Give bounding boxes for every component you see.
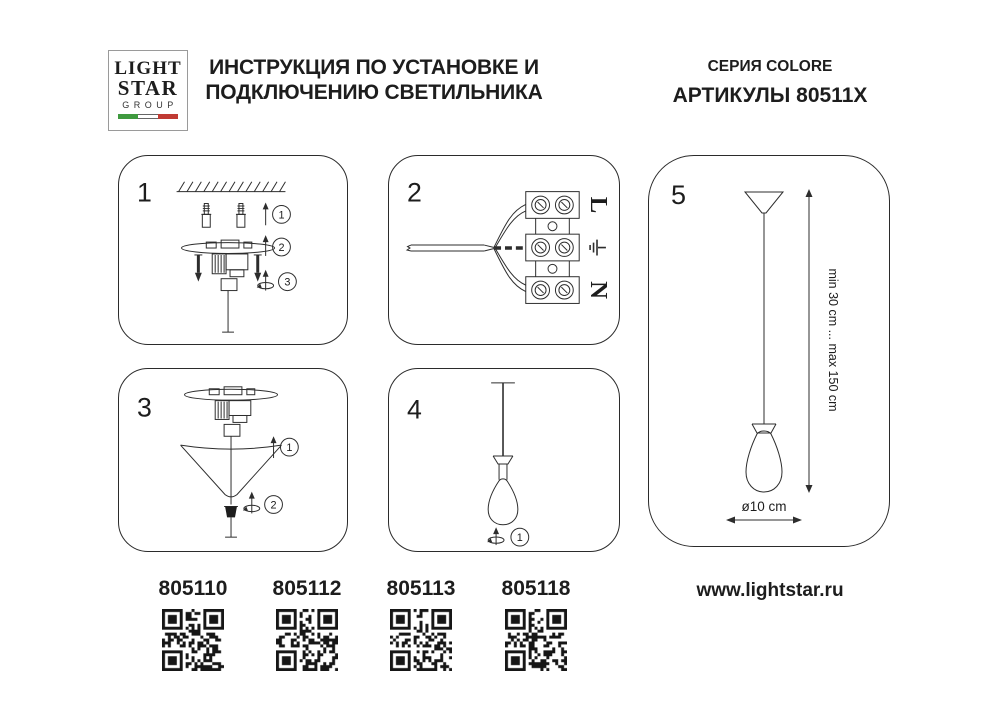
pendant-lamp-icon bbox=[745, 192, 783, 492]
suspension-wire-icon bbox=[491, 383, 515, 456]
svg-text:1: 1 bbox=[278, 209, 285, 222]
ceiling-hatch-icon bbox=[177, 182, 286, 192]
dimensions-panel bbox=[648, 155, 890, 547]
step4-diagram bbox=[389, 369, 619, 551]
page-title-line2: ПОДКЛЮЧЕНИЮ СВЕТИЛЬНИКА bbox=[205, 81, 543, 104]
article-number: 805113 bbox=[386, 577, 456, 600]
svg-text:1: 1 bbox=[286, 442, 293, 455]
step-mark-1 bbox=[273, 205, 291, 223]
page-title bbox=[198, 55, 550, 105]
svg-text:2: 2 bbox=[270, 499, 277, 512]
step-panel-3 bbox=[118, 368, 348, 552]
website-url: www.lightstar.ru bbox=[696, 580, 844, 601]
wall-anchor-icon bbox=[201, 203, 211, 227]
step-panel-4 bbox=[388, 368, 620, 552]
articles-title: АРТИКУЛЫ 80511X bbox=[672, 84, 868, 107]
live-wire-label: L bbox=[585, 196, 613, 214]
lightstar-logo bbox=[108, 50, 188, 131]
step-mark-2 bbox=[265, 496, 283, 514]
step-mark-3 bbox=[279, 273, 297, 291]
ceiling-mount-icon bbox=[185, 387, 278, 436]
page-title-line1: ИНСТРУКЦИЯ ПО УСТАНОВКЕ И bbox=[209, 56, 539, 79]
step-panel-1 bbox=[118, 155, 348, 345]
height-dimension-arrow bbox=[806, 189, 813, 493]
step-mark-2 bbox=[273, 238, 291, 256]
up-arrow-icon bbox=[271, 436, 277, 458]
flag-green bbox=[118, 114, 138, 119]
lamp-holder-icon bbox=[493, 456, 513, 480]
neutral-wire-label: N bbox=[585, 281, 613, 300]
step3-diagram bbox=[119, 369, 347, 551]
svg-text:1: 1 bbox=[516, 532, 523, 545]
step1-diagram bbox=[119, 156, 347, 344]
dimensions-diagram bbox=[649, 156, 889, 546]
rotate-screw-icon bbox=[487, 527, 504, 545]
panel5-number: 5 bbox=[671, 180, 687, 210]
retaining-nut-icon bbox=[224, 506, 238, 537]
flag-red bbox=[158, 114, 178, 119]
wall-anchor-icon bbox=[236, 203, 246, 227]
series-name: СЕРИЯ COLORE bbox=[707, 58, 833, 75]
step2-diagram bbox=[389, 156, 619, 344]
screw-icon bbox=[254, 255, 262, 282]
article-number: 805110 bbox=[158, 577, 228, 600]
step-mark-1 bbox=[280, 438, 298, 456]
panel4-number: 4 bbox=[407, 394, 422, 425]
qr-code bbox=[505, 609, 567, 671]
earth-ground-icon bbox=[590, 240, 606, 256]
diameter-dimension-arrow bbox=[726, 517, 802, 524]
terminal-block-icon bbox=[526, 192, 579, 304]
qr-code bbox=[162, 609, 224, 671]
cone-shade-icon bbox=[181, 436, 282, 504]
step-mark-1 bbox=[511, 528, 529, 546]
qr-code bbox=[390, 609, 452, 671]
up-arrow-icon bbox=[263, 203, 269, 226]
article-column bbox=[261, 577, 353, 671]
article-number: 805112 bbox=[272, 577, 342, 600]
step-panel-2 bbox=[388, 155, 620, 345]
logo-line-light: LIGHT bbox=[114, 58, 182, 79]
qr-code bbox=[276, 609, 338, 671]
logo-line-group: GROUP bbox=[122, 100, 178, 110]
series-block bbox=[655, 58, 885, 108]
article-column bbox=[490, 577, 582, 671]
article-number: 805118 bbox=[501, 577, 571, 600]
italian-flag-icon bbox=[118, 114, 178, 119]
panel3-number: 3 bbox=[137, 392, 152, 423]
rotate-screw-icon bbox=[243, 492, 260, 514]
flag-white bbox=[138, 114, 158, 119]
svg-text:2: 2 bbox=[278, 241, 285, 254]
panel1-number: 1 bbox=[137, 177, 152, 208]
panel2-number: 2 bbox=[407, 177, 422, 208]
svg-text:3: 3 bbox=[284, 276, 291, 289]
teardrop-shade-icon bbox=[488, 479, 518, 525]
screw-icon bbox=[194, 255, 202, 282]
article-column bbox=[375, 577, 467, 671]
diameter-label: ø10 cm bbox=[741, 499, 787, 514]
power-cable-icon bbox=[407, 204, 526, 291]
article-column bbox=[147, 577, 239, 671]
logo-line-star: STAR bbox=[117, 76, 179, 100]
height-range-label: min 30 cm ... max 150 cm bbox=[826, 268, 840, 412]
